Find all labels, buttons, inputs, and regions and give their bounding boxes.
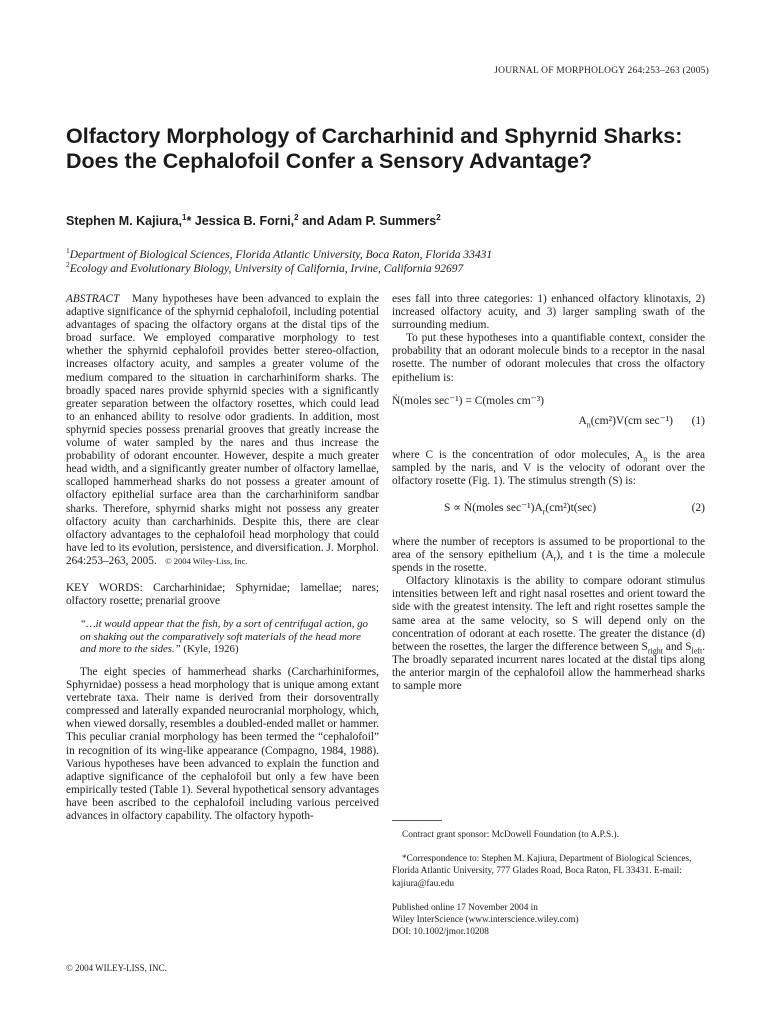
author-affiliation-marker: 2 (294, 212, 299, 222)
body-paragraph: To put these hypotheses into a quantifiable context, consider the probability that an odorant molecule binds to a receptor in the nasal rosette. The number of odorant molecules that cross the olfactory epithelium is: (392, 332, 705, 384)
correspondence-footnote: *Correspondence to: Stephen M. Kajiura, Department of Biological Sciences, Florida Atlantic University, 777 Glades Road, Boca Raton, FL 33431. E-mail: kajiura@fau.edu (392, 854, 692, 889)
abstract-text: Many hypotheses have been advanced to explain the adaptive significance of the sphyrnid cephalofoil, including potential advantages of spacing the olfactory organs at the distal tips of the broad surface. We employed comparative morphology to test whether the sphyrnid cephalofoil provides better stereo-olfaction, increases olfactory acuity, and samples a greater volume of the medium compared to the situation in carcharhiniform sharks. The broadly spaced nares provide sphyrnid species with a significantly greater separation between the olfactory rosettes, which could lead to an enhanced ability to resolve odor gradients. In addition, most sphyrnid species possess prenarial grooves that greatly increase the volume of water sampled by the nares and thus increase the probability of odorant encounter. However, despite a much greater head width, and a significantly greater number of olfactory lamellae, scalloped hammerhead sharks do not possess a greater amount of olfactory epithelial surface area than the carcharhiniform sandbar sharks. Therefore, sphyrnid sharks might not possess any greater olfactory acuity than carcharhinids. Despite this, there are clear olfactory advantages to the cephalofoil head morphology that could have led to its evolution, persistence, and diversification. J. Morphol. 264:253–263, 2005. (66, 293, 380, 567)
page-footer-copyright: © 2004 WILEY-LISS, INC. (66, 963, 167, 973)
body-paragraph: where the number of receptors is assumed to be proportional to the area of the sensory epithelium $(A_r)$, and t is the time a molecule spends in the rosette. (392, 535, 705, 575)
quote-citation: (Kyle, 1926) (183, 643, 239, 656)
equation-number: (1) (691, 414, 705, 427)
body-paragraph: eses fall into three categories: 1) enhanced olfactory klinotaxis, 2) increased olfactory acuity, and 3) larger sampling swath of the surrounding medium. (392, 293, 705, 332)
corresponding-author-marker: * (186, 214, 192, 228)
footnote-divider (392, 820, 442, 821)
affiliation-item (66, 248, 492, 262)
right-column (392, 293, 705, 693)
equation-number: (2) (691, 501, 705, 514)
article-title: Olfactory Morphology of Carcharhinid and Sphyrnid Sharks: Does the Cephalofoil Confer a Sensory Advantage? (66, 124, 683, 173)
equation-body: S ∝ Ṅ(moles $\sec^{-1})A_r(cm^2)t(\sec)$ (444, 501, 597, 517)
author-name: Jessica B. Forni, (194, 214, 295, 228)
intro-paragraph: The eight species of hammerhead sharks (Carcharhiniformes, Sphyrnidae) possess a head morphology that is unique among extant vertebrate taxa. Their name is derived from their dorsoventrally compressed and laterally expanded neurocranial morphology, which, when viewed dorsally, resembles a doubled-ended mallet or hammer. This peculiar cranial morphology has been termed the “cephalofoil” in recognition of its wing-like appearance (Compagno, 1984, 1988). Various hypotheses have been advanced to explain the function and adaptive significance of the cephalofoil but only a few have been empirically tested (Table 1). Several hypothetical sensory advantages have been ascribed to the cephalofoil including various perceived advances in olfactory capability. The olfactory hypoth- (66, 665, 379, 822)
author-affiliation-marker: 1 (182, 212, 187, 222)
footnotes (392, 820, 705, 938)
abstract-label: ABSTRACT (66, 293, 120, 305)
abstract-copyright: © 2004 Wiley-Liss, Inc. (165, 555, 248, 566)
author-name: Stephen M. Kajiura, (66, 214, 182, 228)
affiliation-marker: 2 (66, 260, 70, 270)
equation-1-line2 (392, 415, 705, 435)
author-affiliation-marker: 2 (436, 212, 441, 222)
affiliations (66, 248, 492, 276)
epigraph-quote (80, 618, 379, 656)
body-paragraph: where C is the concentration of odor molecules, $A_n$ is the area sampled by the naris, and V is the velocity of odorant over the olfactory rosette (Fig. 1). The stimulus strength (S) is: (392, 448, 705, 487)
quote-text: “…it would appear that the fish, by a sort of centrifugal action, go on shaking out the comparatively soft materials of the head more and more to the sides.” (80, 618, 368, 656)
abstract (66, 293, 379, 568)
author-connector: and (302, 214, 325, 228)
affiliation-text: Ecology and Evolutionary Biology, University of California, Irvine, California 92697 (69, 263, 464, 275)
left-column (66, 293, 379, 823)
affiliation-marker: 1 (66, 246, 70, 256)
equation-1 (392, 395, 705, 415)
affiliation-text: Department of Biological Sciences, Florida Atlantic University, Boca Raton, Florida 33431 (69, 249, 493, 261)
equation-2 (392, 502, 705, 522)
equation-lhs: Ṅ(moles sec⁻¹) = C(moles cm⁻³) (392, 394, 544, 407)
body-paragraph: Olfactory klinotaxis is the ability to compare odorant stimulus intensities between left and right nasal rosettes and orient toward the side with the greatest intensity. The left and right rosettes sample the same area at the same velocity, so S will depend only on the concentration of odorant at each rosette. The greater the distance (d) between the rosettes, the larger the difference between $S_{right}$ and $S_{left}$. The broadly separated incurrent nares located at the distal tips along the anterior margin of the cephalofoil allow the hammerhead sharks to sample more (392, 575, 706, 692)
author-list (66, 214, 441, 228)
keywords: KEY WORDS: Carcharhinidae; Sphyrnidae; lamellae; nares; olfactory rosette; prenarial groove (66, 581, 379, 608)
grant-footnote: Contract grant sponsor: McDowell Foundation (to A.P.S.). (402, 830, 619, 840)
publication-info: Published online 17 November 2004 in Wiley InterScience (www.interscience.wiley.com) DOI: 10.1002/jmor.10208 (392, 902, 579, 938)
author-name: Adam P. Summers (327, 214, 437, 228)
journal-header: JOURNAL OF MORPHOLOGY 264:253–263 (2005) (494, 66, 709, 76)
equation-rhs: $A_n(cm^2)V(cm$ sec⁻¹) (578, 414, 673, 429)
affiliation-item (66, 262, 492, 276)
